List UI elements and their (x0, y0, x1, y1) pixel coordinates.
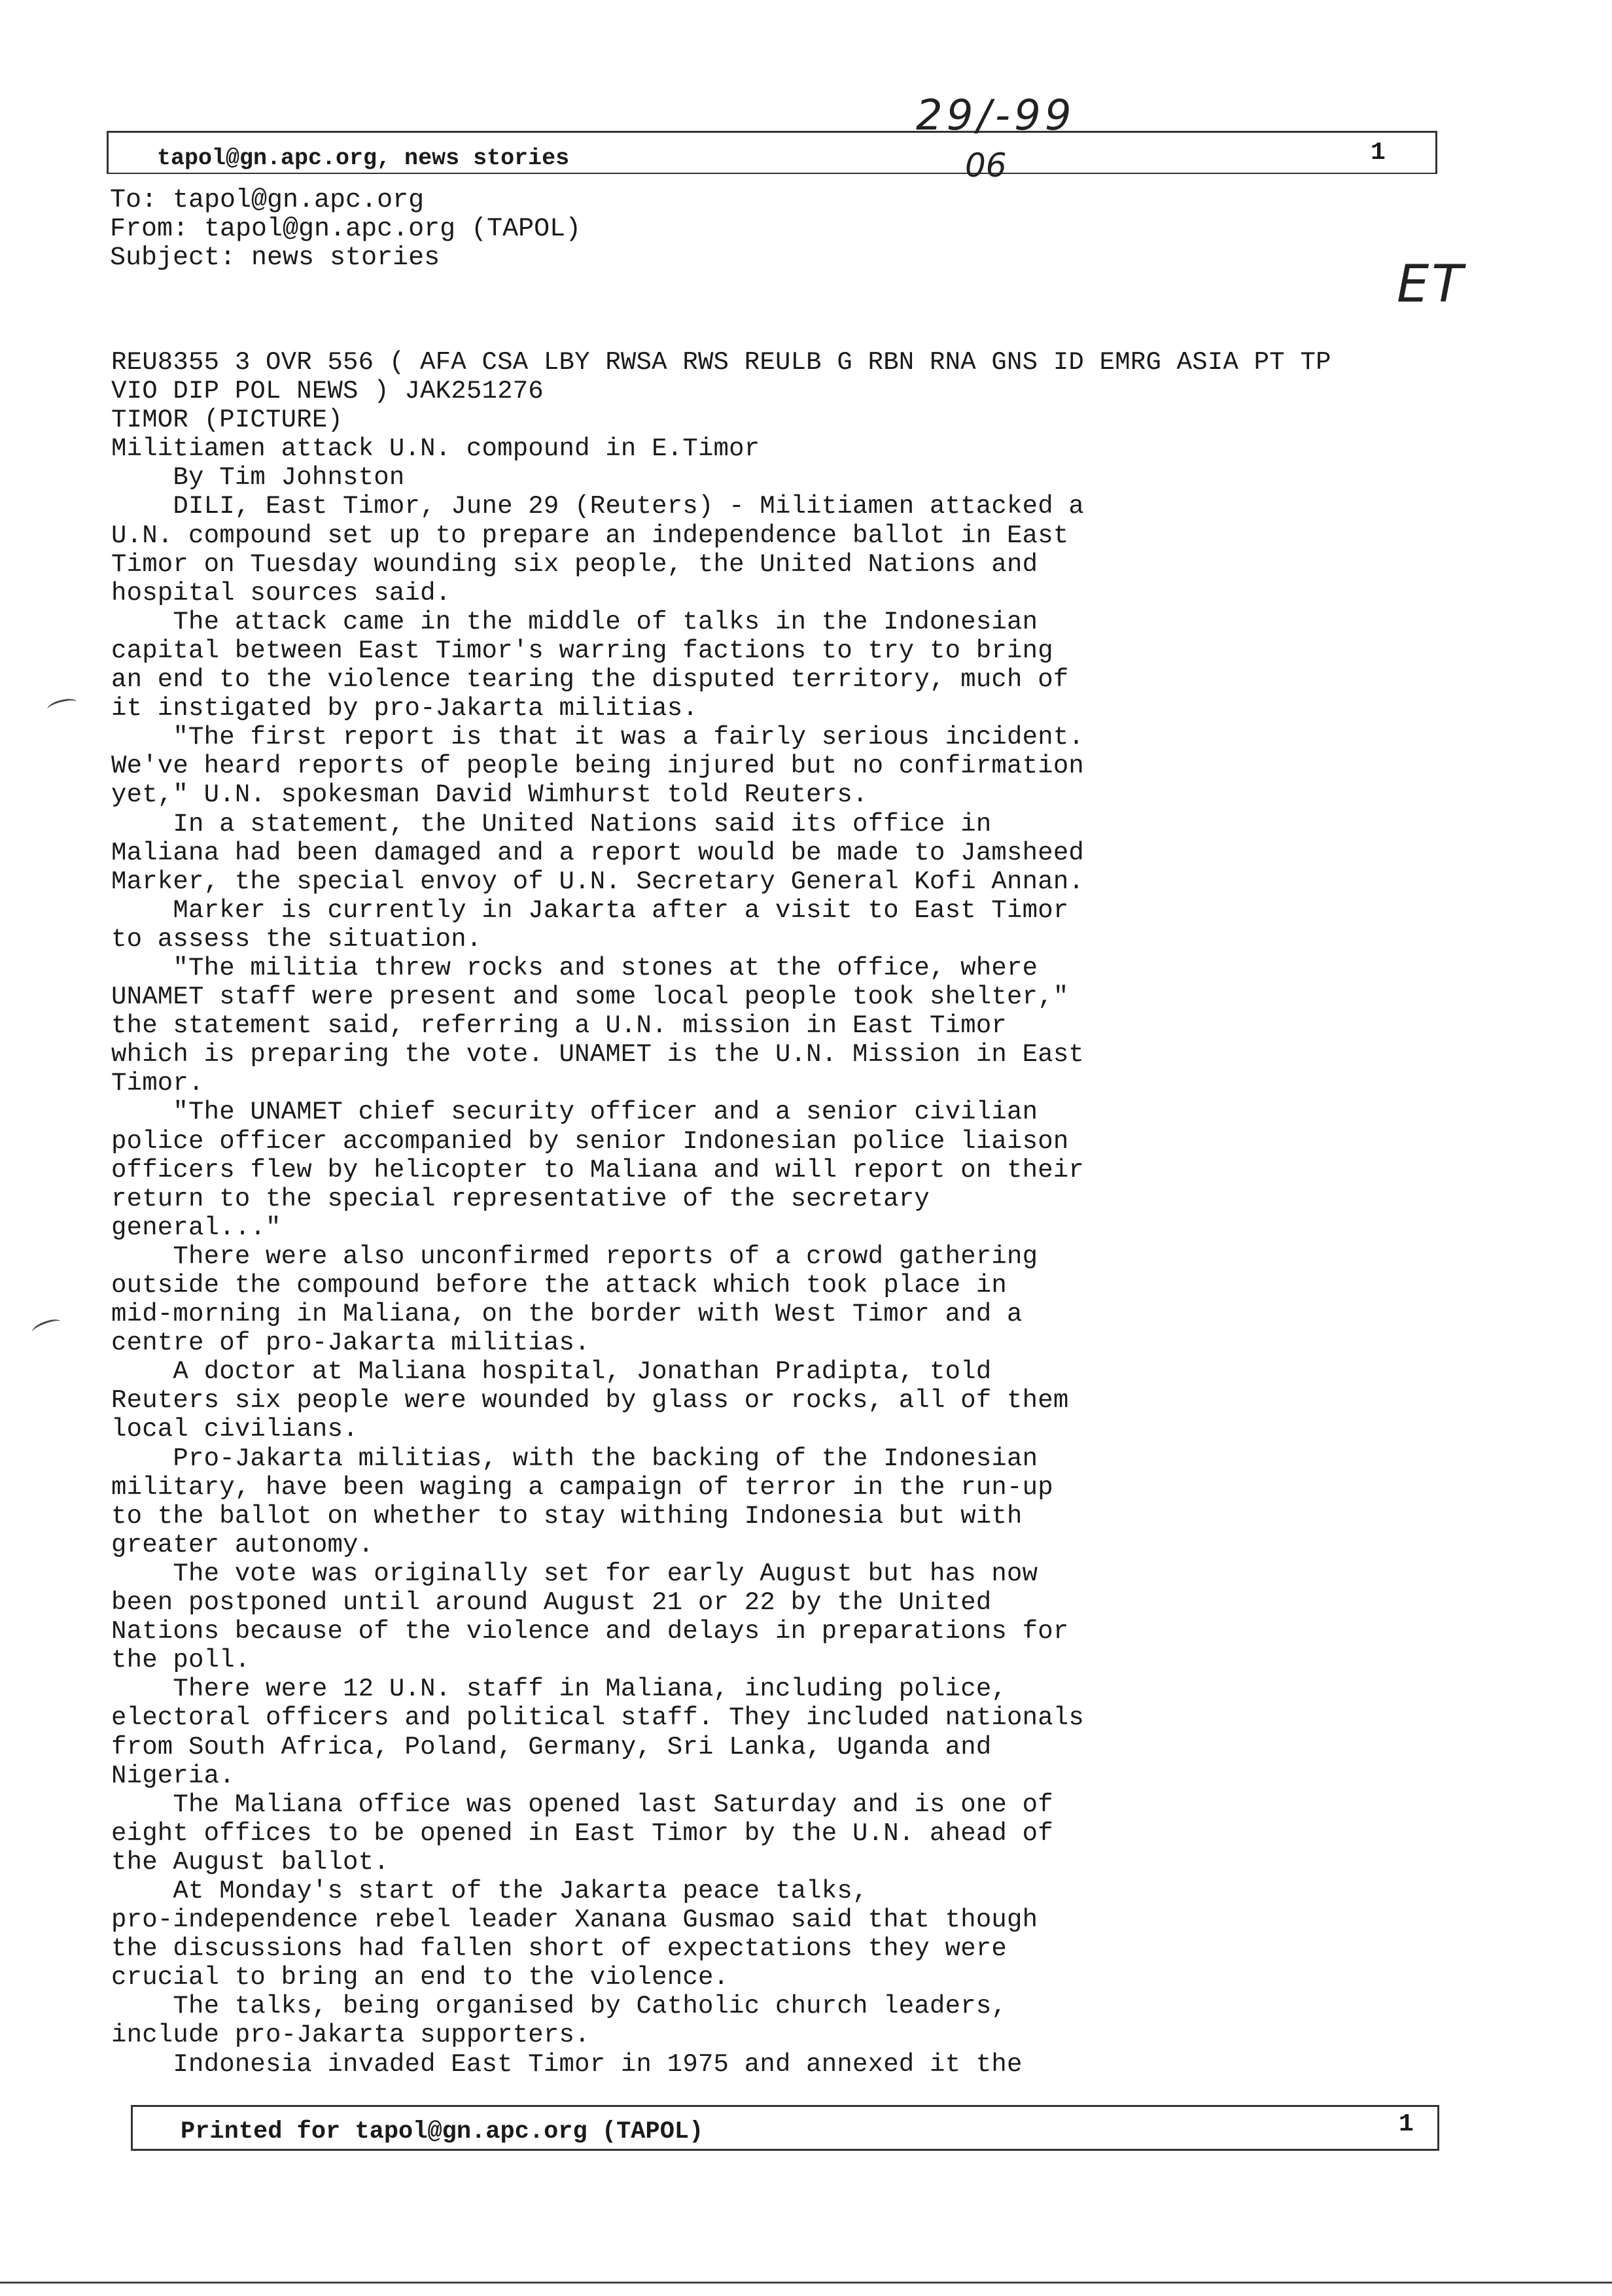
article-line: At Monday's start of the Jakarta peace talks, (111, 1876, 868, 1905)
email-meta (110, 186, 581, 273)
article-line: the discussions had fallen short of expectations they were (111, 1934, 1008, 1964)
article-line: an end to the violence tearing the disputed territory, much of (111, 665, 1069, 695)
article-line: "The militia threw rocks and stones at the office, where (111, 953, 1038, 983)
article-line: electoral officers and political staff. They included nationals (111, 1703, 1085, 1733)
article-line: In a statement, the United Nations said its office in (111, 809, 992, 839)
article-line: to assess the situation. (111, 924, 482, 954)
article-line: yet," U.N. spokesman David Wimhurst told Reuters. (111, 780, 868, 810)
article-line: centre of pro-Jakarta militias. (111, 1329, 590, 1358)
page-bottom-rule (0, 2282, 1612, 2284)
article-line: pro-independence rebel leader Xanana Gusmao said that though (111, 1905, 1038, 1935)
footer-title: Printed for tapol@gn.apc.org (TAPOL) (181, 2118, 704, 2146)
article-line: Timor on Tuesday wounding six people, the United Nations and (111, 549, 1038, 579)
article-line: hospital sources said. (111, 578, 451, 608)
article-line: REU8355 3 OVR 556 ( AFA CSA LBY RWSA RWS REULB G RBN RNA GNS ID EMRG ASIA PT TP (111, 348, 1331, 377)
article-line: Indonesia invaded East Timor in 1975 and annexed it the (111, 2049, 1023, 2079)
article-line: capital between East Timor's warring factions to try to bring (111, 636, 1053, 665)
article-line: Maliana had been damaged and a report would be made to Jamsheed (111, 838, 1085, 867)
article-line: VIO DIP POL NEWS ) JAK251276 (111, 377, 544, 406)
article-line: Marker is currently in Jakarta after a visit to East Timor (111, 896, 1069, 925)
article-line: Pro-Jakarta militias, with the backing of the Indonesian (111, 1444, 1038, 1473)
margin-mark (46, 697, 79, 715)
article-line: Nations because of the violence and delays in preparations for (111, 1617, 1069, 1646)
article-line: "The UNAMET chief security officer and a senior civilian (111, 1098, 1038, 1127)
article-line: The talks, being organised by Catholic church leaders, (111, 1992, 1008, 2021)
article-line: greater autonomy. (111, 1530, 374, 1559)
article-line: The vote was originally set for early August but has now (111, 1559, 1038, 1588)
article-line: "The first report is that it was a fairly serious incident. (111, 723, 1085, 752)
margin-mark (30, 1317, 62, 1338)
article-line: police officer accompanied by senior Indonesian police liaison (111, 1126, 1069, 1156)
header-page-number: 1 (1371, 139, 1386, 167)
email-from: From: tapol@gn.apc.org (TAPOL) (110, 215, 582, 244)
article-line: U.N. compound set up to prepare an independence ballot in East (111, 521, 1069, 550)
article-line: the August ballot. (111, 1847, 389, 1877)
article-line: general..." (111, 1213, 281, 1242)
article-line: There were 12 U.N. staff in Maliana, including police, (111, 1675, 1008, 1704)
article-line: TIMOR (PICTURE) (111, 406, 343, 435)
article-line: return to the special representative of the secretary (111, 1184, 930, 1213)
article-line: Militiamen attack U.N. compound in E.Timor (111, 434, 760, 464)
handwritten-tag: ET (1397, 255, 1465, 314)
email-subject: Subject: news stories (110, 243, 440, 273)
article-line: officers flew by helicopter to Maliana and will report on their (111, 1155, 1085, 1185)
article-line: By Tim Johnston (111, 463, 405, 493)
article-line: eight offices to be opened in East Timor by the U.N. ahead of (111, 1818, 1053, 1848)
article-line: DILI, East Timor, June 29 (Reuters) - Militiamen attacked a (111, 492, 1085, 521)
article-line: which is preparing the vote. UNAMET is the U.N. Mission in East (111, 1040, 1085, 1070)
article-line: outside the compound before the attack which took place in (111, 1271, 1008, 1300)
article-line: Marker, the special envoy of U.N. Secretary General Kofi Annan. (111, 867, 1085, 896)
article-line: from South Africa, Poland, Germany, Sri Lanka, Uganda and (111, 1732, 992, 1762)
article-line: Timor. (111, 1069, 204, 1098)
article-body (111, 348, 1331, 2079)
article-line: include pro-Jakarta supporters. (111, 2021, 590, 2050)
handwritten-date-bottom: 06 (965, 147, 1007, 184)
article-line: The Maliana office was opened last Saturday and is one of (111, 1790, 1053, 1819)
article-line: Nigeria. (111, 1761, 235, 1790)
article-line: The attack came in the middle of talks in the Indonesian (111, 607, 1038, 636)
article-line: to the ballot on whether to stay withing Indonesia but with (111, 1501, 1023, 1531)
footer-page-number: 1 (1399, 2110, 1414, 2138)
article-line: the statement said, referring a U.N. mission in East Timor (111, 1011, 1008, 1041)
handwritten-date-top: 29/-99 (916, 92, 1076, 140)
article-line: it instigated by pro-Jakarta militias. (111, 694, 698, 723)
article-line: the poll. (111, 1646, 251, 1675)
article-line: There were also unconfirmed reports of a crowd gathering (111, 1242, 1038, 1271)
article-line: local civilians. (111, 1415, 359, 1444)
article-line: Reuters six people were wounded by glass or rocks, all of them (111, 1386, 1069, 1416)
article-line: mid-morning in Maliana, on the border with West Timor and a (111, 1300, 1023, 1329)
header-title: tapol@gn.apc.org, news stories (157, 145, 570, 171)
article-line: military, have been waging a campaign of terror in the run-up (111, 1472, 1053, 1502)
article-line: We've heard reports of people being injured but no confirmation (111, 752, 1085, 781)
article-line: been postponed until around August 21 or 22 by the United (111, 1588, 992, 1618)
article-line: UNAMET staff were present and some local people took shelter," (111, 983, 1069, 1012)
article-line: A doctor at Maliana hospital, Jonathan Pradipta, told (111, 1357, 992, 1387)
email-to: To: tapol@gn.apc.org (110, 186, 425, 215)
article-line: crucial to bring an end to the violence. (111, 1963, 729, 1992)
